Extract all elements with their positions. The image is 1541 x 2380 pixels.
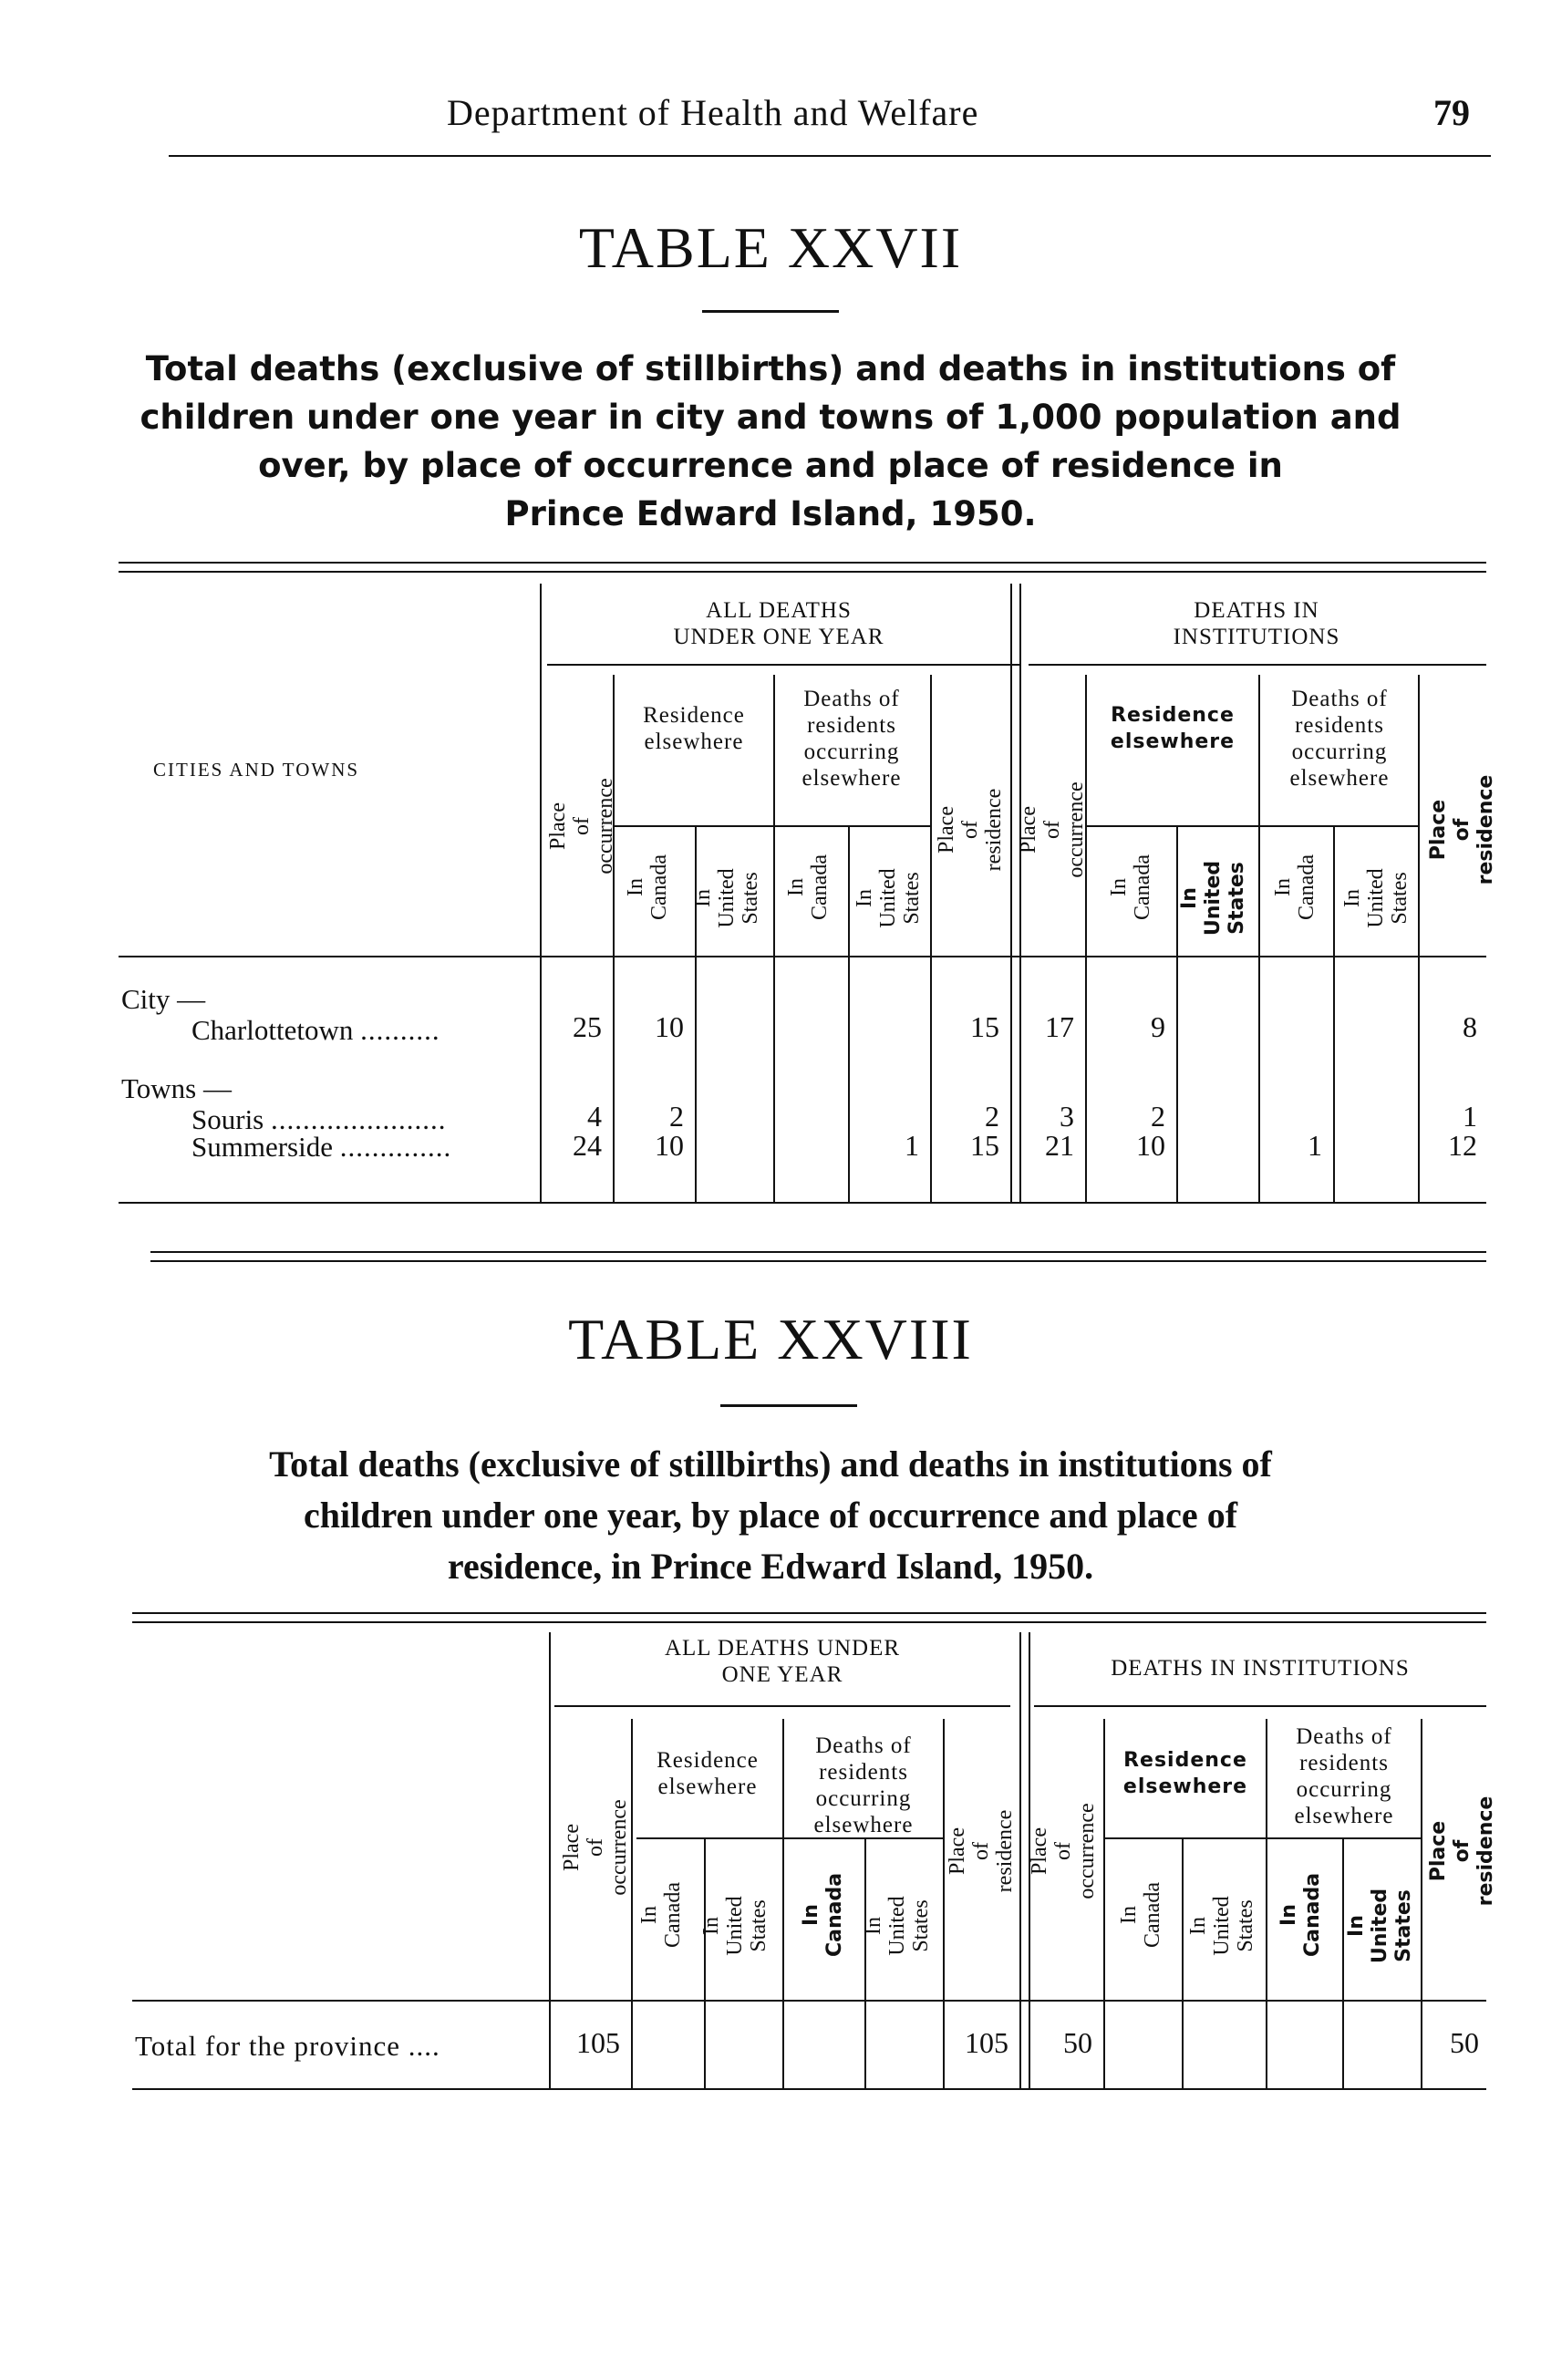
col-in-united-states: In United States: [862, 1896, 933, 1956]
stub-header: CITIES AND TOWNS: [153, 759, 360, 781]
col-place-residence: Place of residence: [935, 788, 1006, 872]
title-underline: [702, 310, 839, 313]
col-in-canada: In Canada: [784, 854, 832, 920]
table-cell: 50: [1063, 2026, 1092, 2059]
table-cell: 8: [1463, 1010, 1477, 1043]
table-cell: 25: [573, 1010, 602, 1043]
residence-elsewhere-header: Residence elsewhere: [1110, 704, 1236, 753]
col-in-canada: In Canada: [800, 1872, 846, 1958]
header-rule: [169, 155, 1491, 157]
table-cell: 3: [1060, 1100, 1074, 1133]
col-in-canada: In Canada: [1107, 854, 1154, 920]
towns-label: Towns —: [121, 1072, 232, 1104]
col-in-canada: In Canada: [624, 854, 671, 920]
col-in-canada: In Canada: [1271, 854, 1319, 920]
residence-elsewhere-header: Residence elsewhere: [1122, 1749, 1248, 1798]
table28-title: TABLE XXVIII: [568, 1307, 973, 1371]
table-cell: 105: [576, 2026, 620, 2059]
col-in-united-states: In United States: [853, 868, 924, 928]
table28-caption: [119, 1439, 1422, 1592]
caption-line: children under one year, by place of occurrence and place of: [303, 1495, 1238, 1536]
table-cell: 2: [985, 1100, 999, 1133]
row-label-charlottetown: Charlottetown ..........: [191, 1014, 440, 1046]
row-label-total: Total for the province ....: [135, 2030, 440, 2062]
col-in-united-states: In United States: [1186, 1896, 1257, 1956]
city-label: City —: [121, 983, 206, 1015]
col-place-occurrence: Place of occurrence: [1028, 1803, 1099, 1899]
group-deaths-institutions: DEATHS IN INSTITUTIONS: [1111, 1656, 1410, 1681]
deaths-residents-header: Deaths of residents occurring elsewhere: [813, 1733, 914, 1837]
row-label-souris: Souris ......................: [191, 1103, 447, 1135]
table-cell: 10: [655, 1010, 684, 1043]
title-underline: [720, 1404, 857, 1407]
table-cell: 105: [965, 2026, 1008, 2059]
table-cell: 1: [1308, 1129, 1322, 1162]
deaths-residents-header: Deaths of residents occurring elsewhere: [1289, 687, 1390, 791]
caption-line: Total deaths (exclusive of stillbirths) and deaths in institutions of: [269, 1444, 1272, 1485]
table-cell: 15: [970, 1129, 999, 1162]
table-cell: 10: [655, 1129, 684, 1162]
running-header: [0, 91, 1541, 146]
col-place-residence: Place of residence: [946, 1809, 1017, 1893]
table-cell: 24: [573, 1129, 602, 1162]
col-place-residence: Place of residence: [1427, 774, 1497, 885]
caption-line: over, by place of occurrence and place of residence in: [258, 446, 1283, 485]
table-cell: 15: [970, 1010, 999, 1043]
table27-caption: [119, 345, 1422, 538]
col-place-occurrence: Place of occurrence: [560, 1799, 631, 1896]
col-in-united-states: In United States: [699, 1896, 770, 1956]
caption-line: Total deaths (exclusive of stillbirths) and deaths in institutions of: [145, 349, 1396, 388]
col-in-united-states: In United States: [1340, 868, 1412, 928]
deaths-residents-header: Deaths of residents occurring elsewhere: [1294, 1724, 1394, 1828]
caption-line: children under one year in city and towns of 1,000 population and: [140, 398, 1401, 437]
row-label-summerside: Summerside ..............: [191, 1131, 452, 1163]
table-cell: 1: [905, 1129, 919, 1162]
col-place-residence: Place of residence: [1427, 1795, 1497, 1907]
col-in-canada: In Canada: [1277, 1872, 1324, 1958]
table-cell: 10: [1136, 1129, 1165, 1162]
col-in-canada: In Canada: [1117, 1882, 1164, 1948]
caption-line: residence, in Prince Edward Island, 1950.: [447, 1546, 1094, 1587]
table-cell: 50: [1450, 2026, 1479, 2059]
table27-title: TABLE XXVII: [578, 215, 963, 280]
table-cell: 17: [1045, 1010, 1074, 1043]
col-in-canada: In Canada: [637, 1882, 685, 1948]
group-all-deaths: ALL DEATHS UNDER ONE YEAR: [673, 598, 884, 649]
running-header-title: Department of Health and Welfare: [447, 92, 979, 133]
table-cell: 1: [1463, 1100, 1477, 1133]
group-all-deaths: ALL DEATHS UNDER ONE YEAR: [664, 1636, 901, 1687]
table-cell: 4: [587, 1100, 602, 1133]
table-cell: 2: [1151, 1100, 1165, 1133]
residence-elsewhere-header: Residence elsewhere: [657, 1748, 759, 1799]
page-number: 79: [1433, 92, 1470, 133]
deaths-residents-header: Deaths of residents occurring elsewhere: [802, 687, 902, 791]
col-place-occurrence: Place of occurrence: [1017, 781, 1088, 878]
table-cell: 12: [1448, 1129, 1477, 1162]
caption-line: Prince Edward Island, 1950.: [504, 494, 1037, 533]
table-cell: 21: [1045, 1129, 1074, 1162]
table-cell: 2: [669, 1100, 684, 1133]
residence-elsewhere-header: Residence elsewhere: [643, 703, 745, 754]
col-place-occurrence: Place of occurrence: [546, 778, 617, 874]
group-deaths-institutions: DEATHS IN INSTITUTIONS: [1173, 598, 1340, 649]
col-in-united-states: In United States: [691, 868, 762, 928]
col-in-united-states: In United States: [1345, 1888, 1415, 1964]
table-cell: 9: [1151, 1010, 1165, 1043]
col-in-united-states: In United States: [1178, 860, 1248, 936]
